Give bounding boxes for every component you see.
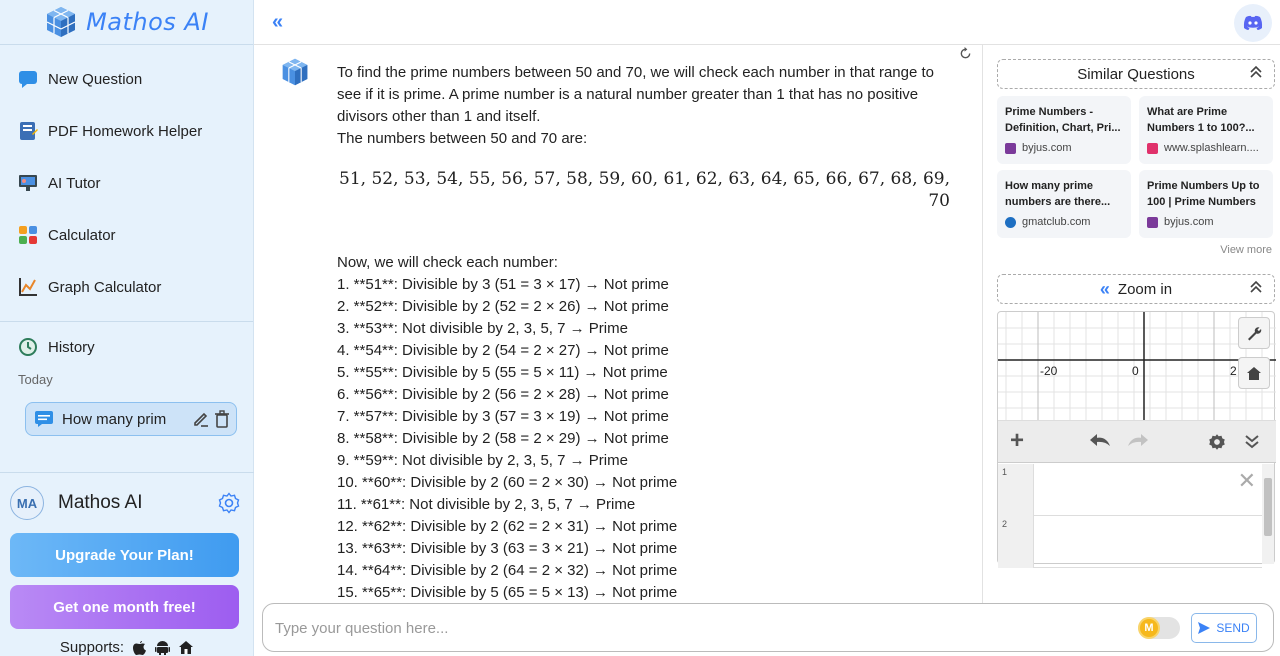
card-source: byjus.com (1022, 142, 1072, 154)
step-line: 13. **63**: Divisible by 3 (63 = 3 × 21) → Not prime (337, 540, 678, 557)
free-month-button[interactable]: Get one month free! (10, 585, 239, 629)
remove-expression-icon[interactable]: ✕ (1237, 468, 1256, 493)
user-row (0, 473, 254, 533)
nav-label: Calculator (48, 226, 116, 244)
graph-header[interactable] (997, 274, 1275, 304)
similar-question-card[interactable] (1139, 170, 1273, 238)
coin-toggle[interactable] (1138, 617, 1180, 639)
gmatclub-favicon-icon (1005, 217, 1016, 228)
today-label: Today (18, 372, 53, 387)
graph-title: Zoom in (1117, 280, 1173, 298)
nav-graph-calculator[interactable] (0, 261, 253, 313)
similar-questions-header[interactable] (997, 59, 1275, 89)
step-line: 3. **53**: Not divisible by 2, 3, 5, 7 → Prime (337, 320, 628, 337)
card-source: byjus.com (1164, 216, 1214, 228)
step-line: 1. **51**: Divisible by 3 (51 = 3 × 17) → Not prime (337, 276, 669, 293)
expression-row[interactable] (998, 516, 1262, 568)
supports-label: Supports: (59, 639, 125, 656)
nav-label: New Question (48, 70, 143, 88)
expression-scrollbar[interactable] (1262, 464, 1274, 564)
check-text: Now, we will check each number: (337, 254, 558, 271)
history-item-label: How many prim (62, 410, 167, 428)
nav-pdf-homework-helper[interactable] (0, 105, 253, 157)
sidebar-bottom (0, 472, 254, 656)
collapse-sidebar-icon[interactable]: « (272, 11, 284, 33)
card-title: Prime Numbers Up to 100 | Prime Numbers (1147, 180, 1260, 208)
regenerate-icon[interactable] (959, 47, 972, 63)
range-text: The numbers between 50 and 70 are: (337, 130, 588, 147)
question-input-bar (262, 603, 1274, 652)
home-icon[interactable] (1238, 357, 1270, 389)
supports-row (0, 639, 254, 656)
card-source: www.splashlearn.... (1164, 142, 1259, 154)
logo-text: Mathos AI (86, 8, 209, 36)
graph-icon (18, 277, 38, 297)
view-more-link[interactable]: View more (1220, 244, 1272, 256)
upgrade-plan-button[interactable]: Upgrade Your Plan! (10, 533, 239, 577)
steps-list (337, 274, 952, 626)
step-line: 12. **62**: Divisible by 2 (62 = 2 × 31) → Not prime (337, 518, 678, 535)
chat-bubble-icon (18, 69, 38, 89)
byjus-favicon-icon (1147, 217, 1158, 228)
step-line: 4. **54**: Divisible by 2 (54 = 2 × 27) → Not prime (337, 342, 669, 359)
step-line: 10. **60**: Divisible by 2 (60 = 2 × 30) → Not prime (337, 474, 678, 491)
graph-tick-pos: 2 (1230, 364, 1237, 378)
logo[interactable] (0, 0, 253, 45)
expression-row[interactable] (998, 464, 1262, 516)
similar-questions-title: Similar Questions (1077, 65, 1195, 83)
step-line: 7. **57**: Divisible by 3 (57 = 3 × 19) → Not prime (337, 408, 669, 425)
nav-label: PDF Homework Helper (48, 122, 203, 140)
apple-icon[interactable] (132, 640, 147, 656)
nav-ai-tutor[interactable] (0, 157, 253, 209)
assistant-message (337, 62, 952, 626)
step-line: 6. **56**: Divisible by 2 (56 = 2 × 28) → Not prime (337, 386, 669, 403)
step-line: 8. **58**: Divisible by 2 (58 = 2 × 29) → Not prime (337, 430, 669, 447)
android-icon[interactable] (155, 640, 170, 656)
step-line: 5. **55**: Divisible by 5 (55 = 5 × 11) → Not prime (337, 364, 668, 381)
chat-history-icon (34, 410, 54, 428)
step-line: 11. **61**: Not divisible by 2, 3, 5, 7 → Prime (337, 496, 636, 513)
user-name: Mathos AI (58, 492, 143, 513)
wrench-icon[interactable] (1238, 317, 1270, 349)
history-label: History (48, 338, 95, 356)
cube-logo-icon (44, 5, 78, 39)
card-title: Prime Numbers - Definition, Chart, Pri... (1005, 106, 1121, 134)
nav-label: Graph Calculator (48, 278, 162, 296)
avatar[interactable]: MA (10, 486, 44, 520)
bot-avatar-icon (280, 57, 310, 92)
add-expression-icon[interactable]: + (1010, 427, 1025, 454)
question-input[interactable] (275, 616, 1125, 640)
chat-area (262, 45, 982, 603)
graph-settings-gear-icon[interactable] (1208, 433, 1226, 451)
chevron-up-icon[interactable] (1250, 65, 1262, 82)
expression-index: 1 (998, 464, 1034, 516)
step-line: 14. **64**: Divisible by 2 (64 = 2 × 32) → Not prime (337, 562, 678, 579)
chevron-double-left-icon[interactable]: « (1099, 278, 1110, 299)
step-line: 9. **59**: Not divisible by 2, 3, 5, 7 → Prime (337, 452, 628, 469)
right-panel (982, 45, 1280, 603)
graph-tick-zero: 0 (1132, 364, 1139, 378)
card-title: What are Prime Numbers 1 to 100?... (1147, 106, 1255, 134)
delete-icon[interactable] (214, 410, 230, 428)
intro-text: To find the prime numbers between 50 and 70, we will check each number in that range to see if it is prime. A prime number is a natural number greater than 1 that has no positive divisors other than 1 and itself. (337, 64, 935, 125)
top-bar (254, 0, 1280, 45)
send-button[interactable] (1191, 613, 1257, 643)
graph-calculator-widget[interactable] (997, 311, 1275, 564)
splashlearn-favicon-icon (1147, 143, 1158, 154)
nav-new-question[interactable] (0, 53, 253, 105)
history-item[interactable] (25, 402, 237, 436)
send-icon (1198, 622, 1210, 634)
nav-calculator[interactable] (0, 209, 253, 261)
clock-history-icon (18, 337, 38, 357)
chevron-up-icon[interactable] (1250, 280, 1262, 297)
number-list-math: 51, 52, 53, 54, 55, 56, 57, 58, 59, 60, 61, 62, 63, 64, 65, 66, 67, 68, 69, 70 (339, 169, 950, 211)
step-line: 2. **52**: Divisible by 2 (52 = 2 × 26) → Not prime (337, 298, 669, 315)
tutor-board-icon (18, 173, 38, 193)
similar-question-card[interactable] (997, 170, 1131, 238)
history-heading (0, 322, 253, 372)
settings-gear-icon[interactable] (218, 492, 240, 514)
coin-icon: M (1138, 617, 1160, 639)
card-source: gmatclub.com (1022, 216, 1091, 228)
redo-icon[interactable] (1126, 433, 1148, 449)
card-title: How many prime numbers are there... (1005, 180, 1111, 208)
send-label: SEND (1216, 621, 1250, 635)
expression-index: 2 (998, 516, 1034, 568)
calculator-icon (18, 225, 38, 245)
collapse-expressions-icon[interactable] (1244, 433, 1260, 449)
sidebar (0, 0, 254, 656)
home-web-icon[interactable] (178, 640, 194, 655)
similar-question-card[interactable] (997, 96, 1131, 164)
expression-toolbar (998, 420, 1276, 463)
step-line: 15. **65**: Divisible by 5 (65 = 5 × 13) → Not prime (337, 584, 678, 601)
edit-icon[interactable] (192, 410, 210, 428)
notebook-icon (18, 121, 38, 141)
nav-label: AI Tutor (48, 174, 101, 192)
byjus-favicon-icon (1005, 143, 1016, 154)
undo-icon[interactable] (1090, 433, 1112, 449)
similar-question-card[interactable] (1139, 96, 1273, 164)
discord-icon[interactable] (1234, 4, 1272, 42)
graph-canvas[interactable] (998, 312, 1276, 420)
graph-tick-neg: -20 (1040, 364, 1058, 378)
